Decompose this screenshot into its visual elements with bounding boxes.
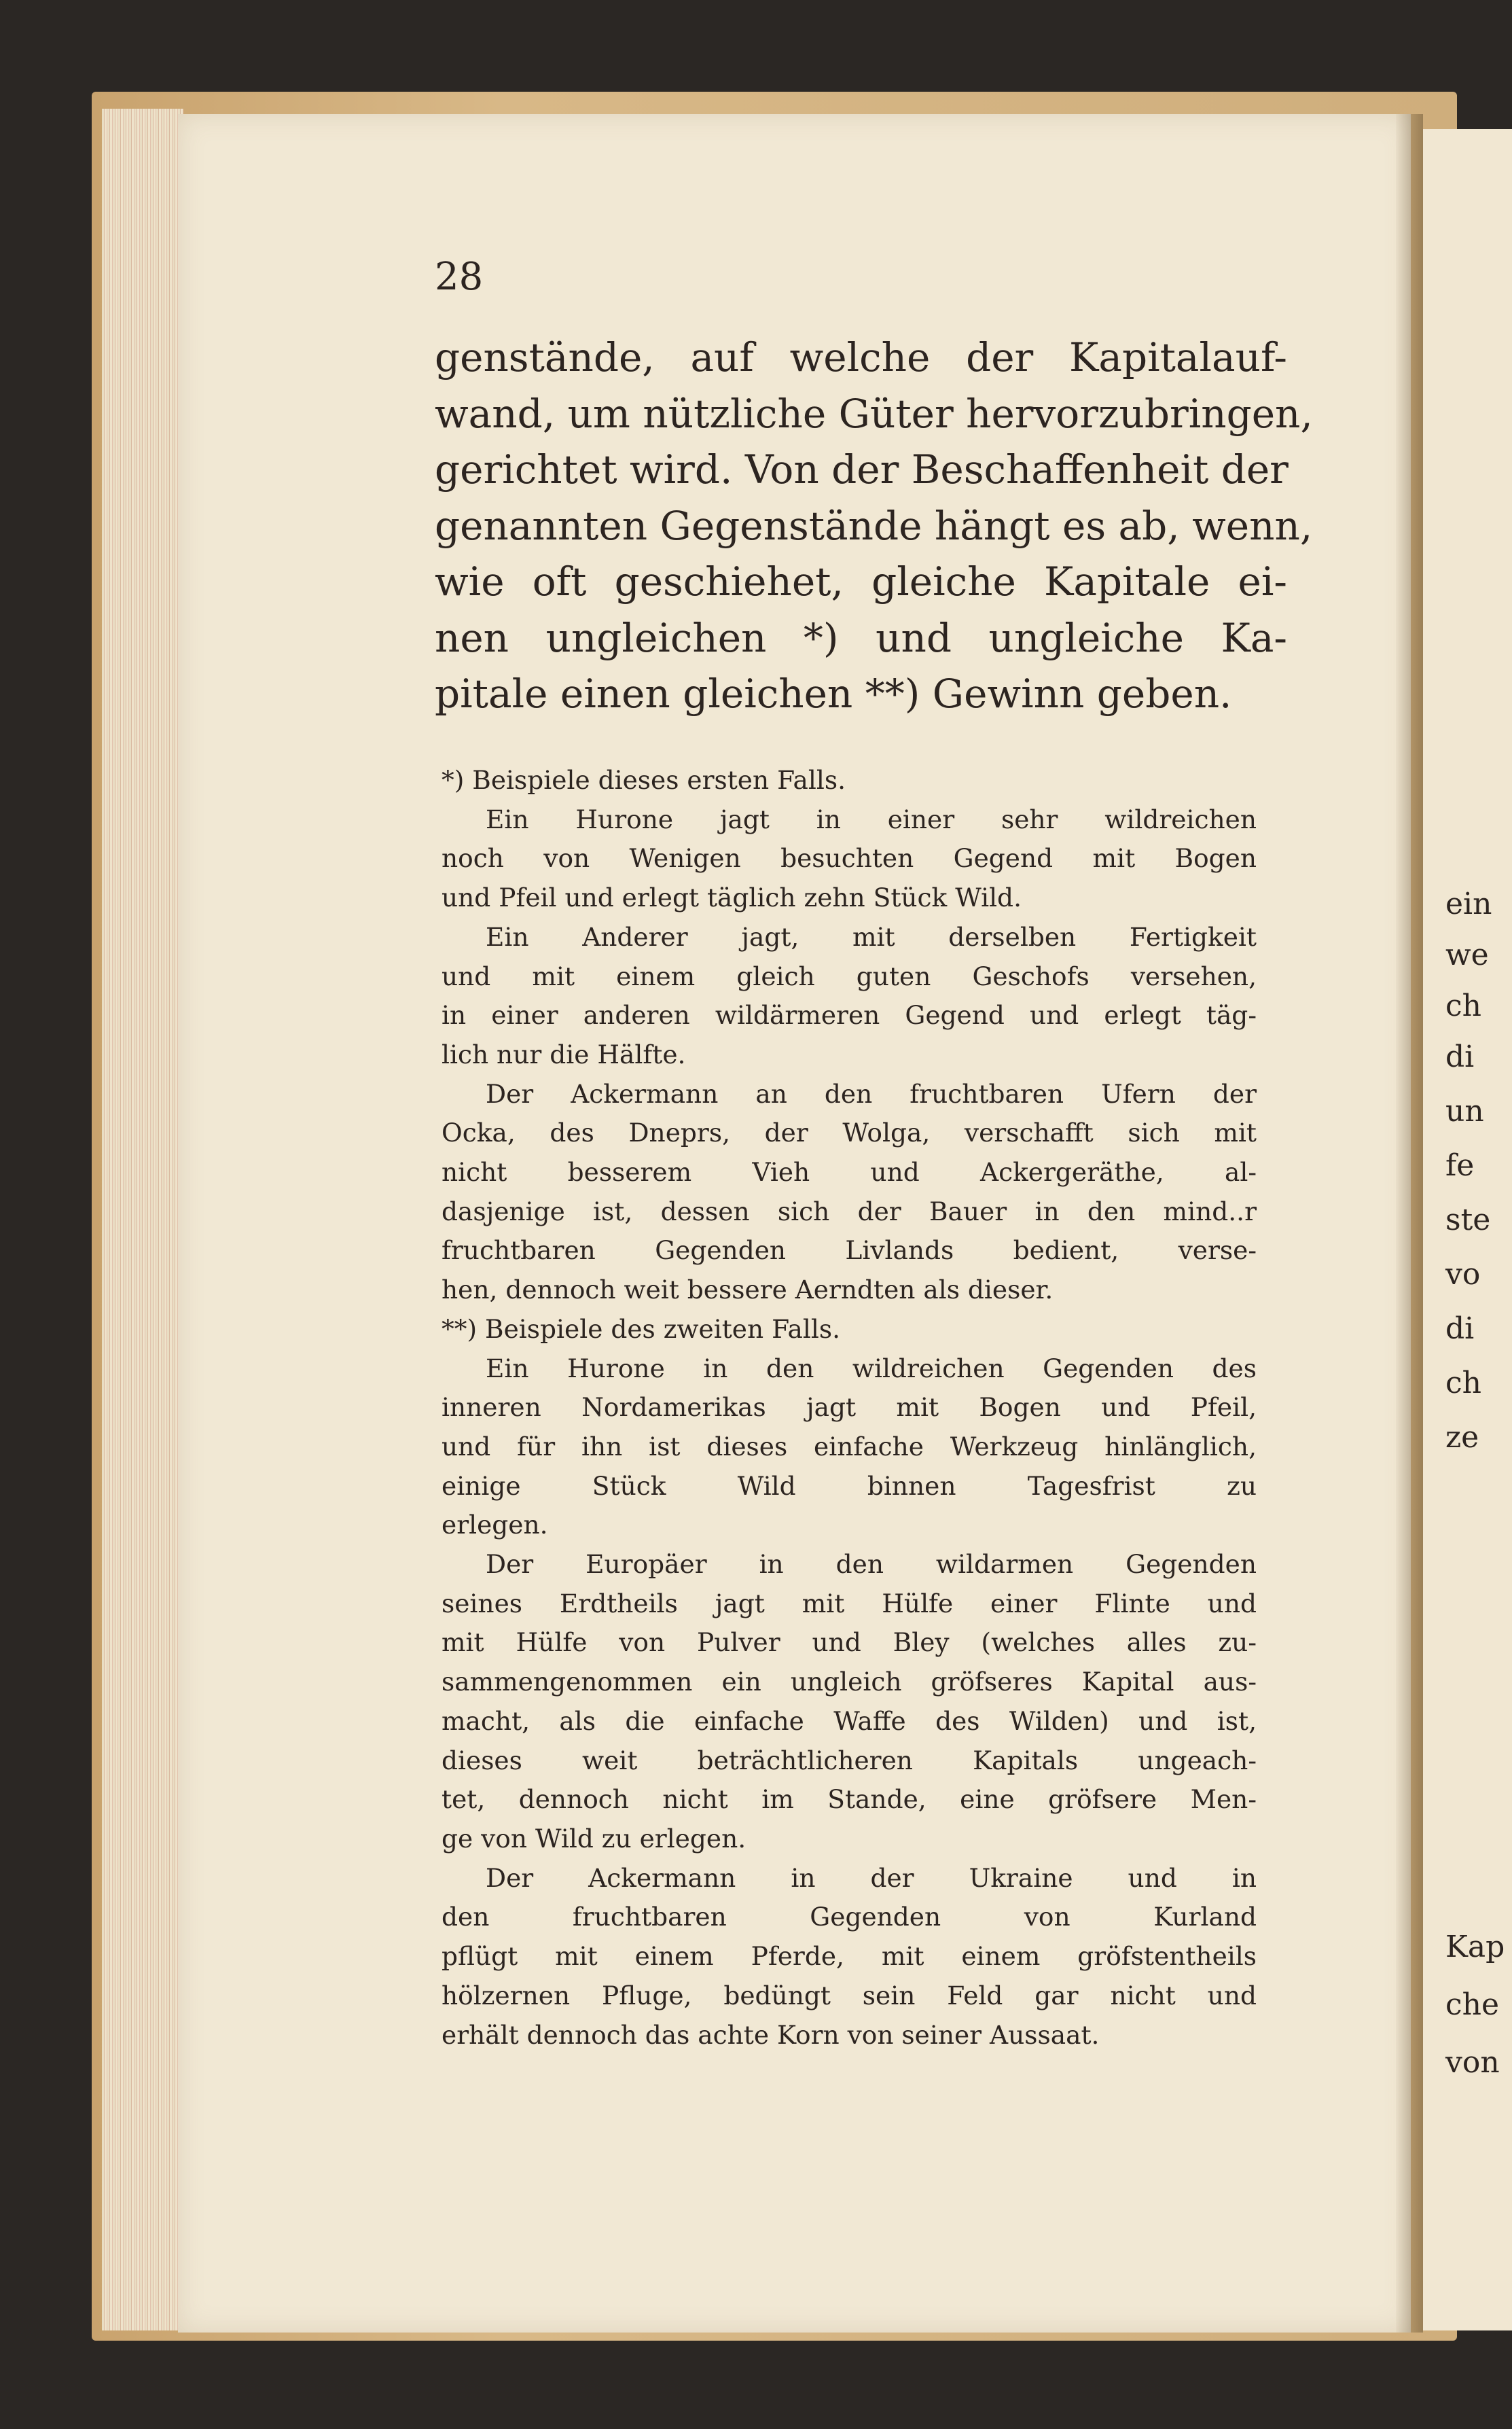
footnotes (442, 761, 1257, 2055)
facing-page-fragment: di (1445, 1040, 1475, 1074)
main-line: wand, um nützliche Güter hervorzubringen, (435, 390, 1313, 437)
footnote-line: und für ihn ist dieses einfache Werkzeug hinlänglich, (442, 1431, 1257, 1461)
footnote-line: Ein Hurone jagt in einer sehr wildreichen (486, 804, 1257, 834)
footnote-line: Ocka, des Dneprs, der Wolga, verschafft sich mit (442, 1118, 1257, 1148)
footnote-line: seines Erdtheils jagt mit Hülfe einer Flinte und (442, 1588, 1257, 1618)
main-line: nen ungleichen *) und ungleiche Ka- (435, 614, 1287, 661)
main-line: gerichtet wird. Von der Beschaffenheit der (435, 446, 1289, 493)
footnote-line: noch von Wenigen besuchten Gegend mit Bogen (442, 843, 1257, 874)
main-line: pitale einen gleichen **) Gewinn geben. (435, 671, 1232, 717)
footnote-line: und mit einem gleich guten Geschofs versehen, (442, 961, 1257, 991)
footnote-line: Der Ackermann an den fruchtbaren Ufern der (486, 1078, 1257, 1109)
footnote-line: tet, dennoch nicht im Stande, eine gröfsere Men- (442, 1784, 1257, 1815)
footnote-line: Der Europäer in den wildarmen Gegenden (486, 1549, 1257, 1580)
footnote-line: fruchtbaren Gegenden Livlands bedient, verse- (442, 1235, 1257, 1266)
footnote-line: hölzernen Pfluge, bedüngt sein Feld gar nicht und (442, 1980, 1257, 2010)
footnote-line: mit Hülfe von Pulver und Bley (welches alles zu- (442, 1627, 1257, 1658)
facing-page-fragment: che (1445, 1987, 1500, 2022)
footnote-line: in einer anderen wildärmeren Gegend und erlegt täg- (442, 1000, 1257, 1031)
page-number: 28 (435, 255, 484, 299)
footnote-line: ge von Wild zu erlegen. (442, 1823, 746, 1854)
main-line: wie oft geschiehet, gleiche Kapitale ei- (435, 559, 1287, 605)
facing-page-fragment: ze (1445, 1420, 1479, 1455)
facing-page-fragment: ch (1445, 989, 1481, 1023)
facing-page-fragment: von (1445, 2045, 1500, 2080)
footnote-line: Der Ackermann in der Ukraine und in (486, 1862, 1257, 1893)
gutter-shadow (1396, 114, 1423, 2333)
footnote-line: macht, als die einfache Waffe des Wilden) und ist, (442, 1705, 1257, 1736)
page-edges (102, 109, 183, 2330)
footnote-line: dasjenige ist, dessen sich der Bauer in den mind..r (442, 1196, 1257, 1226)
footnote-line: einige Stück Wild binnen Tagesfrist zu (442, 1470, 1257, 1501)
footnote-line: und Pfeil und erlegt täglich zehn Stück Wild. (442, 883, 1022, 913)
footnote-line: den fruchtbaren Gegenden von Kurland (442, 1902, 1257, 1932)
facing-page-fragment: un (1445, 1094, 1484, 1129)
facing-page-fragment: vo (1445, 1257, 1481, 1292)
footnote-line: pflügt mit einem Pferde, mit einem gröfstentheils (442, 1941, 1257, 1972)
main-line: genannten Gegenstände hängt es ab, wenn, (435, 502, 1313, 549)
facing-page-fragment: we (1445, 938, 1489, 972)
footnote-line: nicht besserem Vieh und Ackergeräthe, al- (442, 1157, 1257, 1188)
footnote-line: lich nur die Hälfte. (442, 1039, 686, 1069)
footnote-line: Ein Hurone in den wildreichen Gegenden des (486, 1353, 1257, 1383)
footnote-line: hen, dennoch weit bessere Aerndten als dieser. (442, 1275, 1054, 1305)
facing-page-fragment: di (1445, 1311, 1475, 1346)
footnote-line: erlegen. (442, 1510, 548, 1540)
main-text (435, 330, 1313, 722)
facing-page-fragment: Kap (1445, 1930, 1505, 1964)
footnote-line: inneren Nordamerikas jagt mit Bogen und Pfeil, (442, 1392, 1257, 1423)
facing-page-fragment: ein (1445, 887, 1492, 921)
footnote-heading: *) Beispiele dieses ersten Falls. (442, 765, 846, 795)
footnote-line: sammengenommen ein ungleich gröfseres Kapital aus- (442, 1667, 1257, 1697)
footnote-line: erhält dennoch das achte Korn von seiner Aussaat. (442, 2019, 1100, 2050)
footnote-line: dieses weit beträchtlicheren Kapitals ungeach- (442, 1745, 1257, 1775)
facing-page-fragment: ch (1445, 1366, 1481, 1400)
footnote-line: Ein Anderer jagt, mit derselben Fertigkeit (486, 921, 1257, 952)
footnote-heading: **) Beispiele des zweiten Falls. (442, 1313, 841, 1344)
facing-page-fragment: fe (1445, 1148, 1475, 1183)
main-line: genstände, auf welche der Kapitalauf- (435, 334, 1287, 380)
facing-page-fragment: ste (1445, 1203, 1491, 1237)
